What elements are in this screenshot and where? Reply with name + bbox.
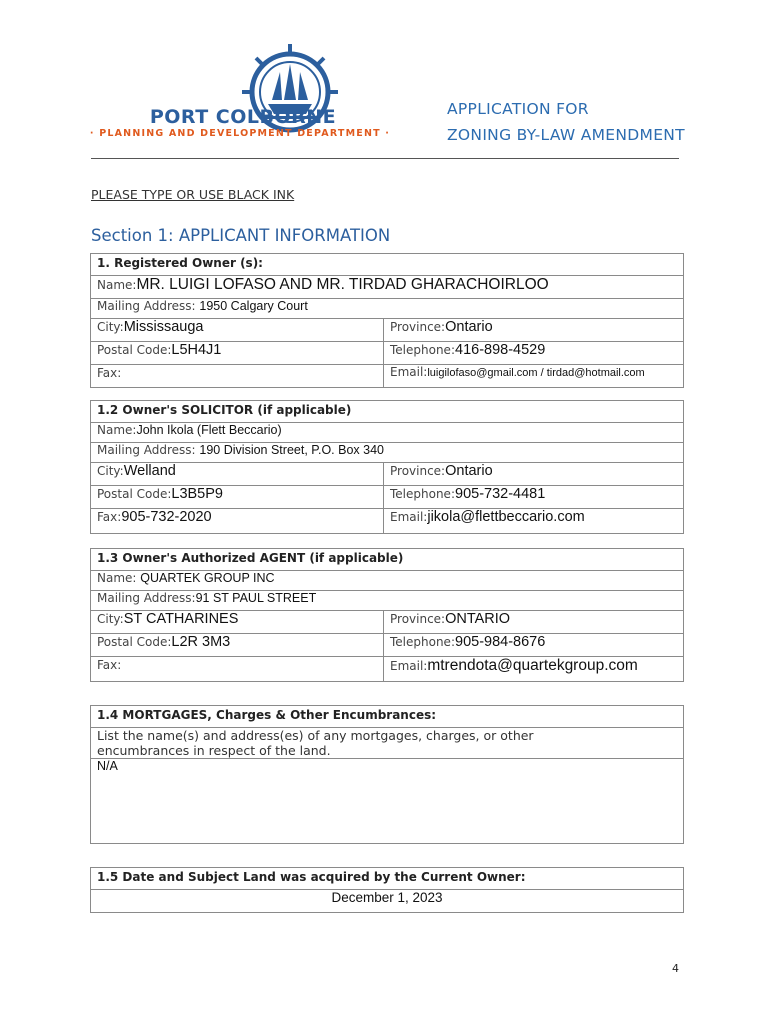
mortgages-value: N/A (97, 759, 118, 773)
agent-name-field[interactable] (91, 571, 684, 591)
agent-fax-field[interactable] (91, 657, 384, 682)
owner-table (90, 253, 684, 388)
agent-telephone-field[interactable] (384, 634, 684, 657)
solicitor-table (90, 400, 684, 534)
owner-province-field[interactable] (384, 319, 684, 342)
owner-city-value: Mississauga (123, 319, 204, 335)
owner-postal-value: L5H4J1 (171, 342, 222, 358)
owner-name-value: MR. LUIGI LOFASO AND MR. TIRDAD GHARACHOIRLOO (136, 276, 549, 293)
agent-telephone-value: 905-984-8676 (455, 634, 546, 650)
agent-table (90, 548, 684, 682)
agent-heading: 1.3 Owner's Authorized AGENT (if applicable) (91, 549, 684, 571)
agent-email-value: mtrendota@quartekgroup.com (427, 657, 638, 674)
ink-instruction: PLEASE TYPE OR USE BLACK INK (91, 187, 295, 202)
telephone-label: Telephone: (390, 343, 455, 357)
owner-fax-field[interactable] (91, 365, 384, 388)
owner-telephone-field[interactable] (384, 342, 684, 365)
solicitor-postal-value: L3B5P9 (171, 486, 223, 502)
agent-city-field[interactable] (91, 611, 384, 634)
acquired-field[interactable] (91, 890, 684, 913)
email-label: Email: (390, 659, 428, 673)
section-title: Section 1: APPLICANT INFORMATION (91, 226, 391, 245)
solicitor-fax-field[interactable] (91, 509, 384, 534)
solicitor-province-value: Ontario (445, 463, 493, 479)
page-number: 4 (672, 962, 679, 975)
solicitor-email-value: jikola@flettbeccario.com (427, 509, 585, 525)
agent-postal-field[interactable] (91, 634, 384, 657)
solicitor-city-value: Welland (123, 463, 176, 479)
agent-province-value: ONTARIO (445, 611, 511, 627)
mortgages-field[interactable] (91, 759, 684, 844)
name-label: Name: (97, 571, 137, 585)
owner-mailing-value: 1950 Calgary Court (199, 299, 308, 313)
mortgages-table (90, 705, 684, 844)
mailing-label: Mailing Address: (97, 299, 196, 313)
solicitor-fax-value: 905-732-2020 (121, 509, 212, 525)
postal-label: Postal Code: (97, 487, 172, 501)
agent-email-field[interactable] (384, 657, 684, 682)
name-label: Name: (97, 423, 137, 437)
solicitor-mailing-value: 190 Division Street, P.O. Box 340 (199, 443, 385, 457)
telephone-label: Telephone: (390, 635, 455, 649)
agent-city-value: ST CATHARINES (123, 611, 239, 627)
city-label: City: (97, 612, 124, 626)
name-label: Name: (97, 278, 137, 292)
email-label: Email: (390, 510, 428, 524)
owner-telephone-value: 416-898-4529 (455, 342, 546, 358)
org-department: · PLANNING AND DEVELOPMENT DEPARTMENT · (89, 128, 391, 139)
acquired-heading: 1.5 Date and Subject Land was acquired by the Current Owner: (91, 868, 684, 890)
solicitor-mailing-field[interactable] (91, 443, 684, 463)
solicitor-postal-field[interactable] (91, 486, 384, 509)
telephone-label: Telephone: (390, 487, 455, 501)
mortgages-instruction: List the name(s) and address(es) of any mortgages, charges, or other encumbrances in respect of the land. (91, 728, 684, 759)
province-label: Province: (390, 464, 446, 478)
org-name: PORT COLBORNE (149, 106, 337, 128)
owner-province-value: Ontario (445, 319, 493, 335)
owner-email-value: luigilofaso@gmail.com / tirdad@hotmail.com (427, 367, 645, 379)
solicitor-email-field[interactable] (384, 509, 684, 534)
acquired-table (90, 867, 684, 913)
fax-label: Fax: (97, 510, 122, 524)
province-label: Province: (390, 612, 446, 626)
header-divider (91, 158, 679, 159)
city-label: City: (97, 464, 124, 478)
solicitor-heading: 1.2 Owner's SOLICITOR (if applicable) (91, 401, 684, 423)
mailing-label: Mailing Address: (97, 443, 196, 457)
application-title-line1: APPLICATION FOR (447, 100, 589, 118)
solicitor-name-field[interactable] (91, 423, 684, 443)
solicitor-telephone-field[interactable] (384, 486, 684, 509)
email-label: Email: (390, 365, 428, 379)
solicitor-telephone-value: 905-732-4481 (455, 486, 546, 502)
application-title (447, 96, 685, 148)
acquired-value: December 1, 2023 (331, 890, 443, 905)
mortgages-heading: 1.4 MORTGAGES, Charges & Other Encumbrances: (91, 706, 684, 728)
agent-postal-value: L2R 3M3 (171, 634, 231, 650)
owner-heading: 1. Registered Owner (s): (91, 254, 684, 276)
fax-label: Fax: (97, 658, 122, 672)
postal-label: Postal Code: (97, 343, 172, 357)
agent-province-field[interactable] (384, 611, 684, 634)
owner-postal-field[interactable] (91, 342, 384, 365)
agent-name-value: QUARTEK GROUP INC (140, 571, 275, 585)
mailing-label: Mailing Address: (97, 591, 196, 605)
solicitor-name-value: John Ikola (Flett Beccario) (136, 423, 282, 437)
postal-label: Postal Code: (97, 635, 172, 649)
fax-label: Fax: (97, 366, 122, 380)
province-label: Province: (390, 320, 446, 334)
agent-mailing-value: 91 ST PAUL STREET (195, 591, 317, 605)
city-label: City: (97, 320, 124, 334)
solicitor-city-field[interactable] (91, 463, 384, 486)
owner-city-field[interactable] (91, 319, 384, 342)
application-title-line2: ZONING BY-LAW AMENDMENT (447, 126, 685, 144)
solicitor-province-field[interactable] (384, 463, 684, 486)
owner-name-field[interactable] (91, 276, 684, 299)
owner-mailing-field[interactable] (91, 299, 684, 319)
owner-email-field[interactable] (384, 365, 684, 388)
agent-mailing-field[interactable] (91, 591, 684, 611)
